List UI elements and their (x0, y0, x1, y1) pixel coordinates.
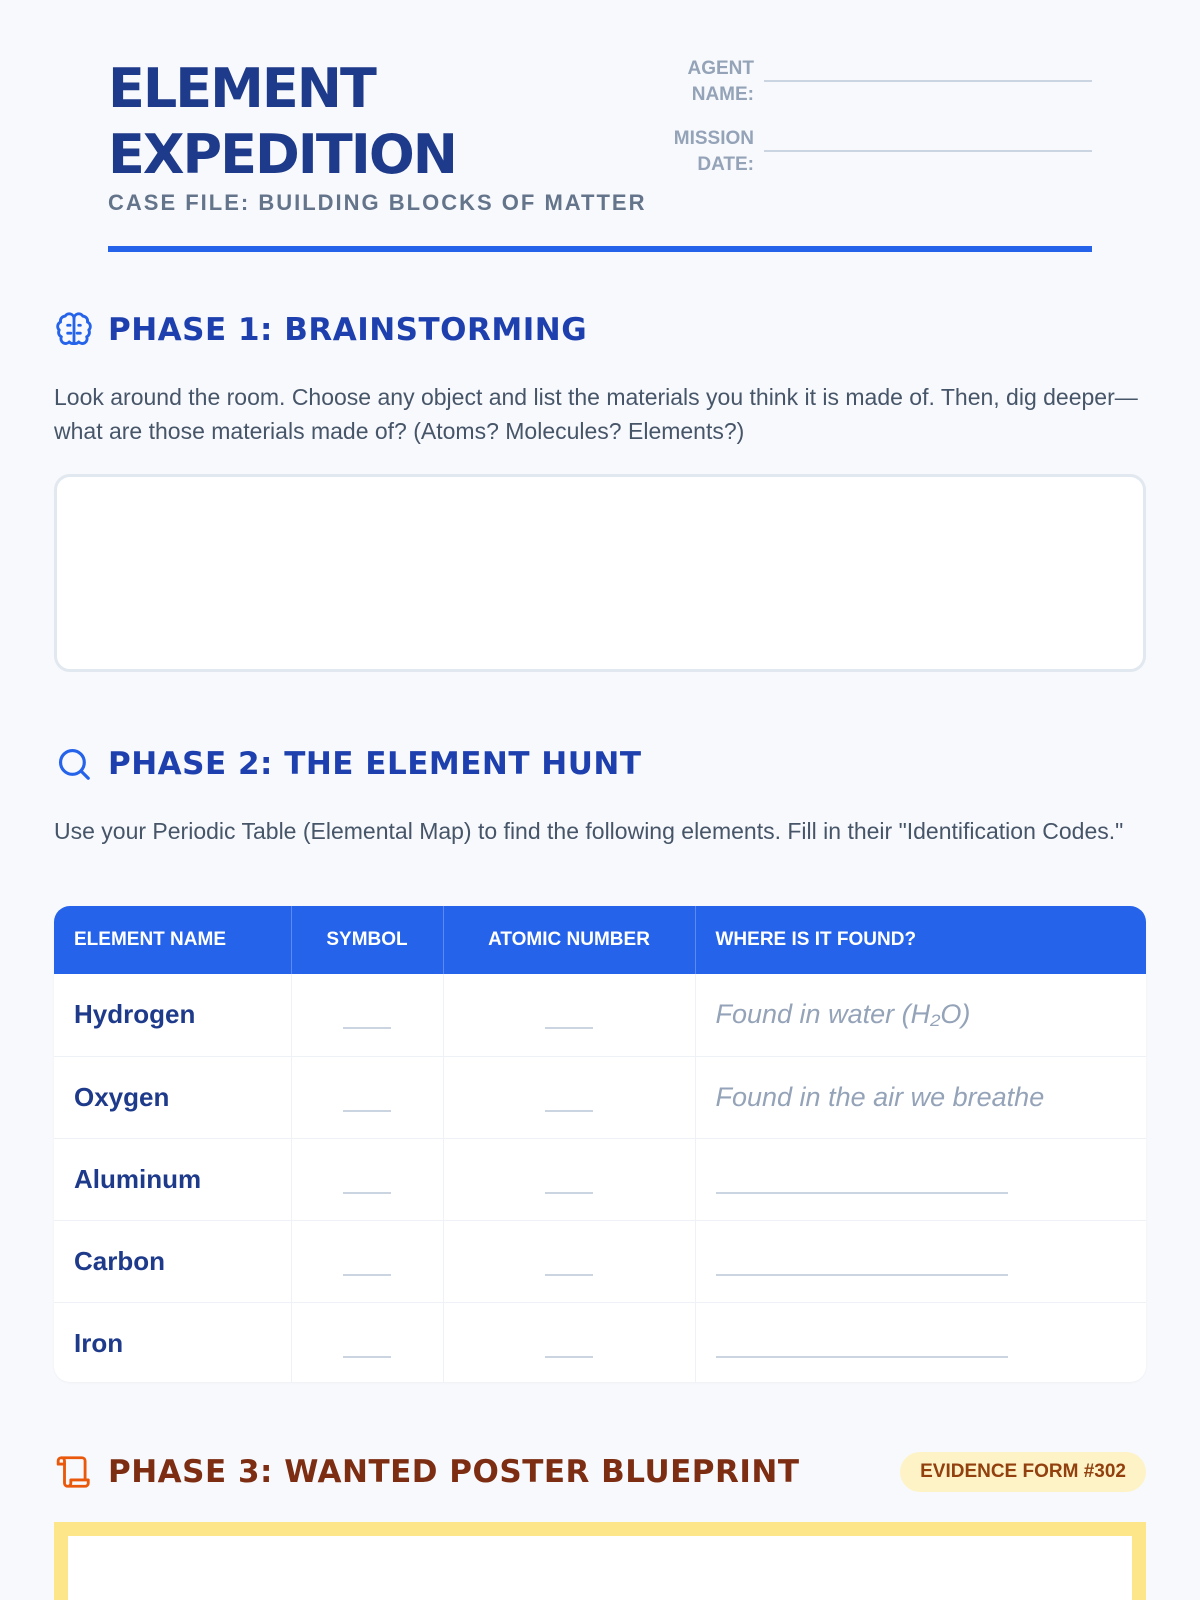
where-found-blank[interactable] (695, 1138, 1146, 1220)
symbol-blank[interactable] (291, 1138, 443, 1220)
column-header-symbol: SYMBOL (291, 906, 443, 974)
where-found-blank[interactable] (695, 1302, 1146, 1382)
table-row (54, 1220, 1146, 1302)
symbol-blank[interactable] (291, 1220, 443, 1302)
phase3-heading (54, 1452, 840, 1492)
table-row (54, 974, 1146, 1056)
evidence-form-badge: EVIDENCE FORM #302 (900, 1452, 1146, 1492)
symbol-blank[interactable] (291, 974, 443, 1056)
phase2-title: PHASE 2: THE ELEMENT HUNT (108, 746, 642, 782)
title-line-1: ELEMENT (108, 57, 375, 120)
phase1-title: PHASE 1: BRAINSTORMING (108, 312, 588, 348)
wanted-poster-canvas[interactable] (68, 1536, 1132, 1600)
symbol-blank[interactable] (291, 1302, 443, 1382)
element-name-cell: Aluminum (54, 1138, 291, 1220)
phase2-instructions: Use your Periodic Table (Elemental Map) to find the following elements. Fill in their "Identification Codes." (54, 818, 1124, 844)
mission-date-label: MISSION DATE: (673, 128, 754, 175)
table-row (54, 1056, 1146, 1138)
element-name-cell: Hydrogen (54, 974, 291, 1056)
title-line-2: EXPEDITION (108, 123, 456, 186)
where-found-cell (695, 974, 1146, 1056)
where-found-blank[interactable] (695, 1220, 1146, 1302)
atomic-number-blank[interactable] (443, 1302, 695, 1382)
scroll-icon (54, 1452, 94, 1492)
element-name-cell: Oxygen (54, 1056, 291, 1138)
element-table (54, 906, 1146, 1382)
where-found-hint: Found in water (H₂O) (715, 999, 971, 1030)
header-divider (108, 246, 1092, 252)
phase3-title: PHASE 3: WANTED POSTER BLUEPRINT (108, 1454, 800, 1490)
case-file-subtitle: CASE FILE: BUILDING BLOCKS OF MATTER (108, 190, 647, 215)
mission-date-field (672, 122, 1092, 178)
phase2-heading (54, 744, 1146, 784)
wanted-poster-frame (54, 1522, 1146, 1600)
column-header-where-found: WHERE IS IT FOUND? (695, 906, 1146, 974)
where-found-hint: Found in the air we breathe (715, 1081, 1045, 1112)
phase1-heading (54, 310, 1146, 350)
brain-icon (54, 310, 94, 350)
symbol-blank[interactable] (291, 1056, 443, 1138)
agent-fields (672, 52, 1092, 192)
table-row (54, 1138, 1146, 1220)
agent-name-field (672, 52, 1092, 108)
table-header-row (54, 906, 1146, 974)
column-header-atomic-number: ATOMIC NUMBER (443, 906, 695, 974)
table-row (54, 1302, 1146, 1382)
atomic-number-blank[interactable] (443, 1220, 695, 1302)
where-found-cell (695, 1056, 1146, 1138)
agent-name-input-line[interactable] (764, 52, 1092, 82)
element-name-cell: Iron (54, 1302, 291, 1382)
agent-name-label: AGENT NAME: (687, 58, 754, 105)
column-header-element-name: ELEMENT NAME (54, 906, 291, 974)
atomic-number-blank[interactable] (443, 974, 695, 1056)
phase1-instructions: Look around the room. Choose any object and list the materials you think it is made of. Then, dig deeper—what are those materials made of? (Atoms? Molecules? Elements?) (54, 384, 1138, 444)
element-name-cell: Carbon (54, 1220, 291, 1302)
atomic-number-blank[interactable] (443, 1056, 695, 1138)
atomic-number-blank[interactable] (443, 1138, 695, 1220)
mission-date-input-line[interactable] (764, 122, 1092, 152)
brainstorm-answer-box[interactable] (54, 474, 1146, 672)
worksheet-title (108, 56, 456, 188)
search-icon (54, 744, 94, 784)
worksheet-header (54, 0, 1146, 254)
